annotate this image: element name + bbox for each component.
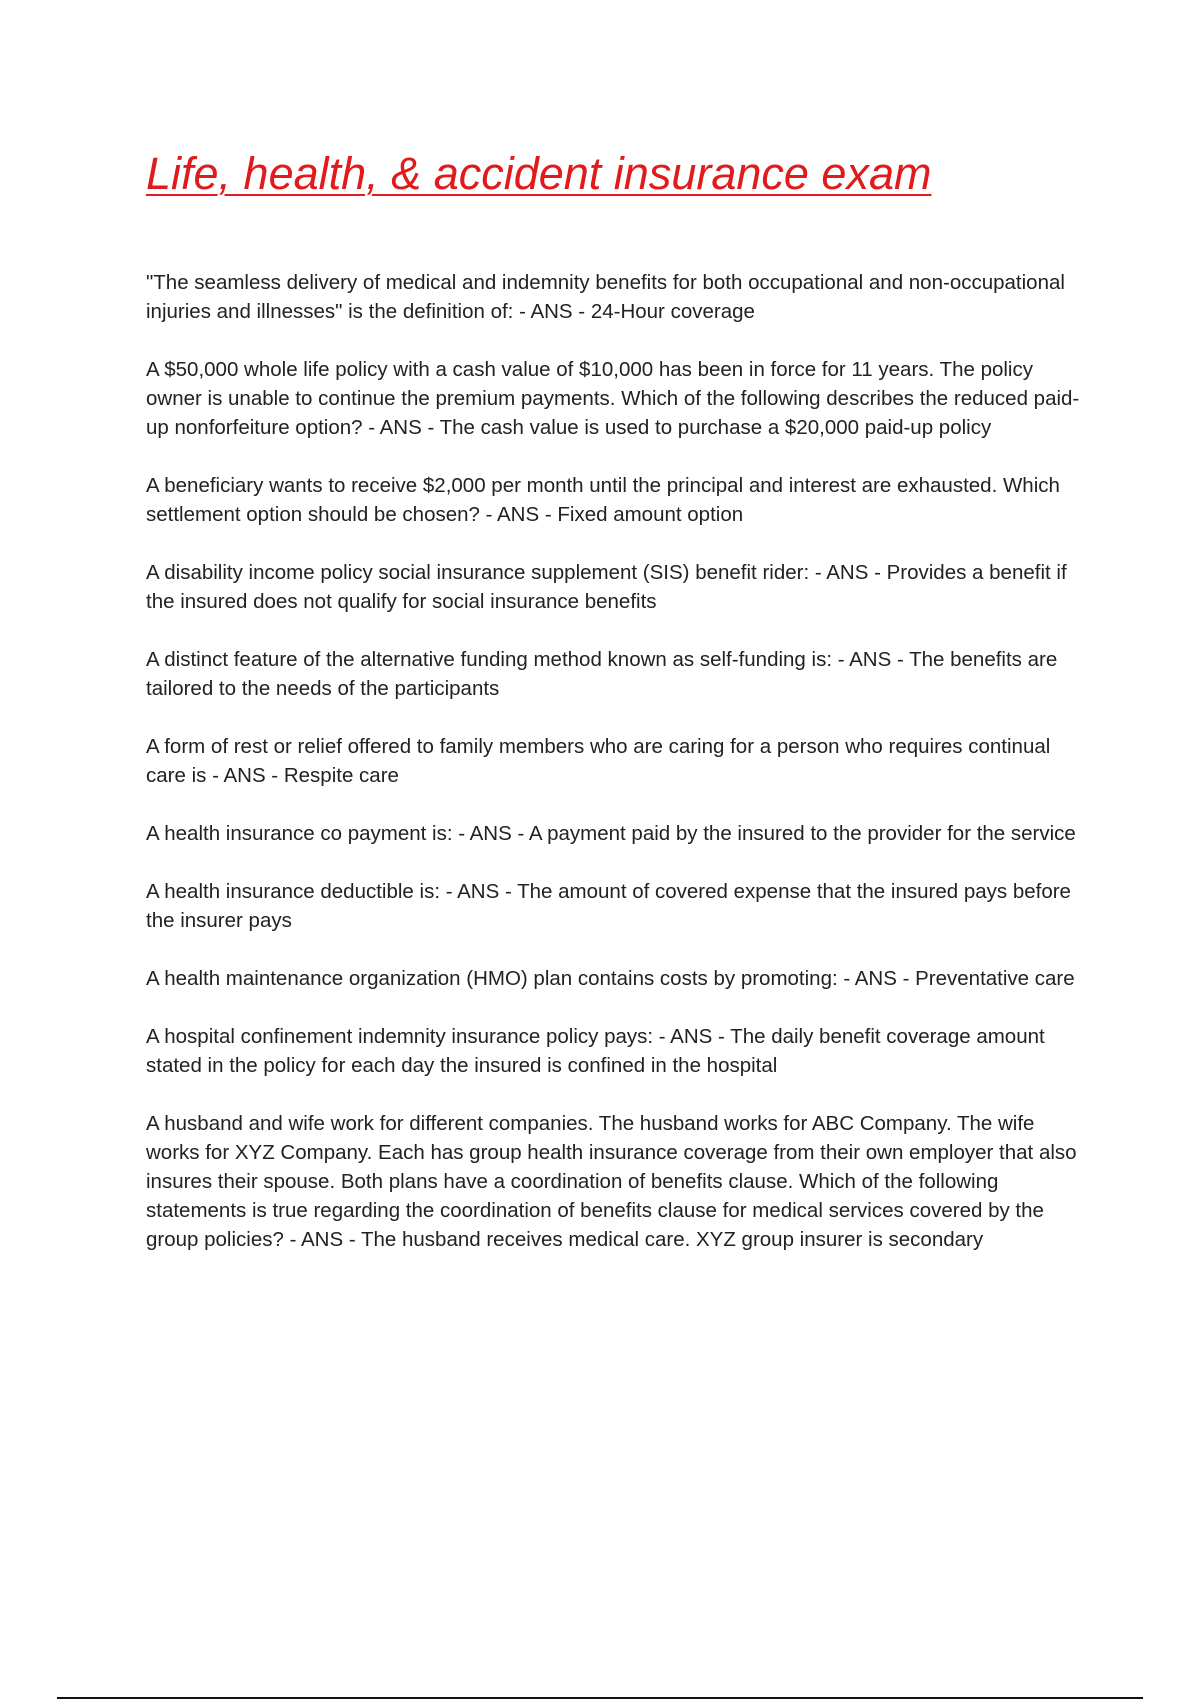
qa-item-6: A form of rest or relief offered to family members who are caring for a person who requires continual care is - ANS - Respite care <box>146 735 1051 787</box>
qa-item-5: A distinct feature of the alternative funding method known as self-funding is: - ANS - The benefits are tailored to the needs of the participants <box>146 648 1058 700</box>
qa-item-8: A health insurance deductible is: - ANS - The amount of covered expense that the insured pays before the insurer pays <box>146 880 1071 932</box>
qa-item-10: A hospital confinement indemnity insurance policy pays: - ANS - The daily benefit coverage amount stated in the policy for each day the insured is confined in the hospital <box>146 1025 1045 1077</box>
page-bottom-rule <box>57 1697 1143 1699</box>
qa-item-4: A disability income policy social insurance supplement (SIS) benefit rider: - ANS - Provides a benefit if the insured does not qualify for social insurance benefits <box>146 561 1067 613</box>
qa-item-2: A $50,000 whole life policy with a cash value of $10,000 has been in force for 11 years. The policy owner is unable to continue the premium payments. Which of the following describes the reduced paid-up nonforfeiture option? - ANS - The cash value is used to purchase a $20,000 paid-up policy <box>146 358 1080 439</box>
qa-item-1: "The seamless delivery of medical and indemnity benefits for both occupational and non-occupational injuries and illnesses" is the definition of: - ANS - 24-Hour coverage <box>146 271 1065 323</box>
qa-item-3: A beneficiary wants to receive $2,000 per month until the principal and interest are exhausted. Which settlement option should be chosen? - ANS - Fixed amount option <box>146 474 1060 526</box>
qa-list <box>146 268 1086 1283</box>
qa-item-11: A husband and wife work for different companies. The husband works for ABC Company. The wife works for XYZ Company. Each has group health insurance coverage from their own employer that also insures their spouse. Both plans have a coordination of benefits clause. Which of the following statements is true regarding the coordination of benefits clause for medical services covered by the group policies? - ANS - The husband receives medical care. XYZ group insurer is secondary <box>146 1112 1077 1251</box>
qa-item-9: A health maintenance organization (HMO) plan contains costs by promoting: - ANS - Preventative care <box>146 967 1075 990</box>
document-title: Life, health, & accident insurance exam <box>146 148 932 199</box>
qa-item-7: A health insurance co payment is: - ANS - A payment paid by the insured to the provider for the service <box>146 822 1076 845</box>
